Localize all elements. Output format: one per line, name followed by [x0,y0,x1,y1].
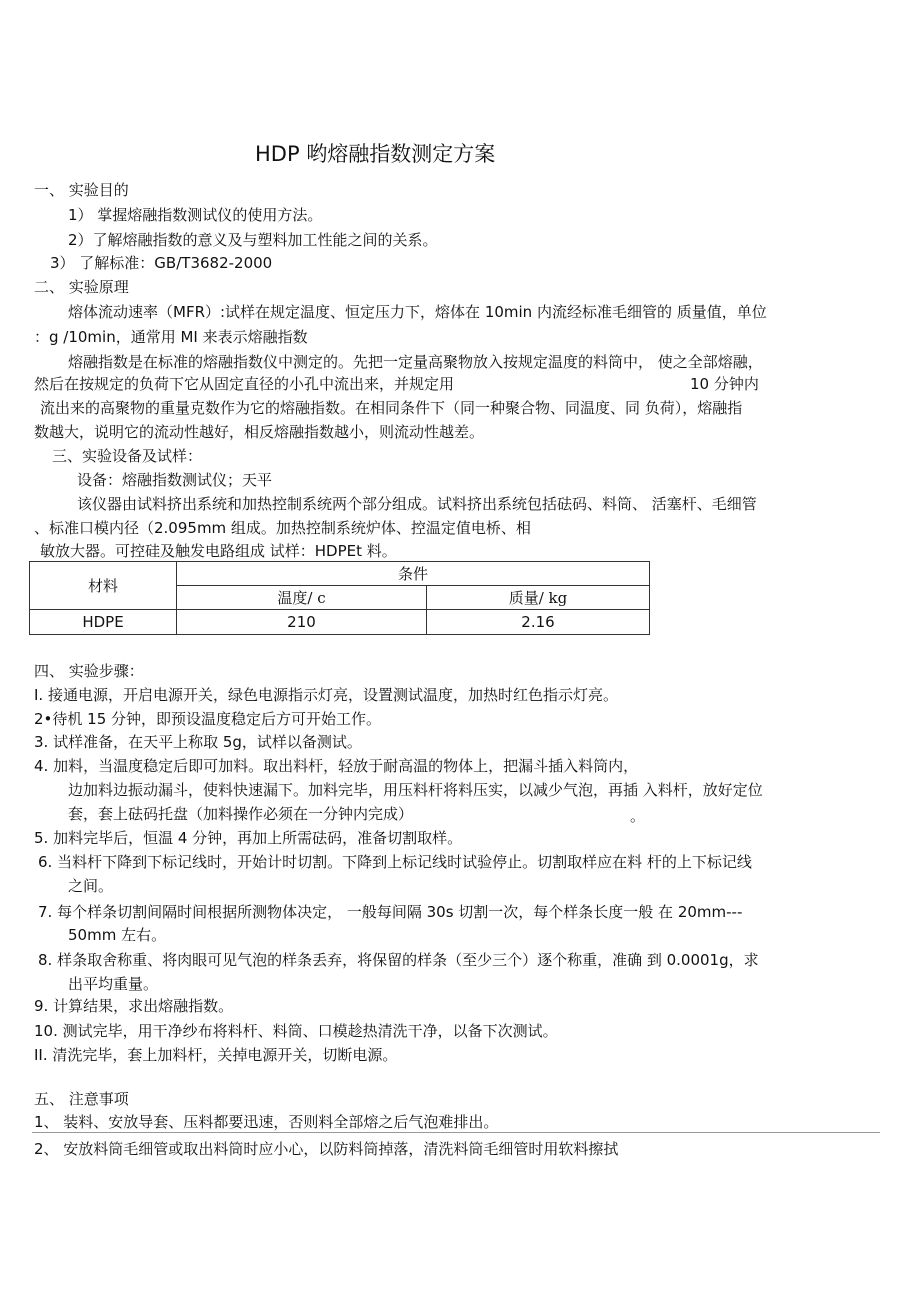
section-3-line: 设备：熔融指数测试仪；天平 [77,471,273,489]
table-cell-temperature: 210 [177,610,427,635]
step-line: 7. 每个样条切割间隔时间根据所测物体决定， 一般每间隔 30s 切割一次，每个样条长度一般 在 20mm--- [38,903,743,921]
step-line: 2•待机 15 分钟，即预设温度稳定后方可开始工作。 [34,710,382,728]
section-2-line: 数越大，说明它的流动性越好，相反熔融指数越小，则流动性越差。 [34,423,485,441]
step-line: 8. 样条取舍称重、将肉眼可见气泡的样条丢弃，将保留的样条（至少三个）逐个称重，准确 到 0.0001g，求 [38,951,759,969]
table-header-material: 材料 [30,562,177,610]
step-line: 。 [630,807,646,825]
section-4-heading: 四、 实验步骤： [34,662,144,680]
section-3-line: 该仪器由试料挤出系统和加热控制系统两个部分组成。试料挤出系统包括砝码、料筒、 活塞杆、毛细管 [77,495,757,513]
step-line: 3. 试样准备，在天平上称取 5g，试样以备测试。 [34,733,362,751]
section-1-item: 2）了解熔融指数的意义及与塑料加工性能之间的关系。 [68,231,438,249]
step-line: 5. 加料完毕后，恒温 4 分钟，再加上所需砝码，准备切割取样。 [34,829,463,847]
table-header-conditions: 条件 [177,562,650,586]
section-1-heading: 一、 实验目的 [34,181,129,199]
section-2-line: 然后在按规定的负荷下它从固定直径的小孔中流出来，并规定用 [34,375,455,393]
step-line: 之间。 [68,877,114,895]
step-line: 6. 当料杆下降到下标记线时，开始计时切割。下降到上标记线时试验停止。切割取样应在料 杆的上下标记线 [38,853,752,871]
table-subheader-mass: 质量/ kg [427,586,650,610]
step-line: 出平均重量。 [68,975,159,993]
section-2-line: 熔融指数是在标准的熔融指数仪中测定的。先把一定量高聚物放入按规定温度的料筒中， 使之全部熔融， [68,353,763,371]
step-line: 套，套上砝码托盘（加料操作必须在一分钟内完成） [68,805,414,823]
section-2-line: 10 分钟内 [690,375,759,393]
conditions-table [29,561,650,635]
step-line: 边加料边振动漏斗，使料快速漏下。加料完毕，用压料杆将料压实，以减少气泡，再插 入料杆，放好定位 [68,781,763,799]
table-subheader-temperature: 温度/ c [177,586,427,610]
section-2-line: 熔体流动速率（MFR）:试样在规定温度、恒定压力下，熔体在 10min 内流经标准毛细管的 质量值，单位 [68,303,767,321]
section-1-item: 3） 了解标准：GB/T3682-2000 [50,254,273,272]
step-line: II. 清洗完毕，套上加料杆，关掉电源开关，切断电源。 [34,1046,398,1064]
section-5-heading: 五、 注意事项 [34,1090,129,1108]
section-3-line: 敏放大器。可控硅及触发电路组成 试样：HDPEt 料。 [40,542,397,560]
section-1-item: 1） 掌握熔融指数测试仪的使用方法。 [68,206,323,224]
step-line: I. 接通电源，开启电源开关，绿色电源指示灯亮，设置测试温度，加热时红色指示灯亮。 [34,686,618,704]
step-line: 10. 测试完毕，用干净纱布将料杆、料筒、口模趁热清洗干净，以备下次测试。 [34,1022,558,1040]
notice-line: 2、 安放料筒毛细管或取出料筒时应小心，以防料筒掉落，清洗料筒毛细管时用软料擦拭 [34,1140,619,1158]
table-cell-mass: 2.16 [427,610,650,635]
notice-line: 1、 装料、安放导套、压料都要迅速，否则料全部熔之后气泡难排出。 [34,1113,499,1131]
section-2-line: ：g /10min，通常用 MI 来表示熔融指数 [34,328,308,346]
section-2-heading: 二、 实验原理 [34,278,129,296]
step-line: 50mm 左右。 [68,926,167,944]
table-cell-material: HDPE [30,610,177,635]
table-row [30,610,650,635]
step-line: 4. 加料，当温度稳定后即可加料。取出料杆，轻放于耐高温的物体上，把漏斗插入料筒内， [34,757,639,775]
divider [32,1132,880,1133]
section-3-heading: 三、实验设备及试样： [52,447,203,465]
section-2-line: 流出来的高聚物的重量克数作为它的熔融指数。在相同条件下（同一种聚合物、同温度、同 负荷），熔融指 [40,399,743,417]
step-line: 9. 计算结果，求出熔融指数。 [34,997,234,1015]
document-title: HDP 哟熔融指数测定方案 [255,142,496,166]
section-3-line: 、标准口模内径（2.095mm 组成。加热控制系统炉体、控温定值电桥、相 [34,519,531,537]
